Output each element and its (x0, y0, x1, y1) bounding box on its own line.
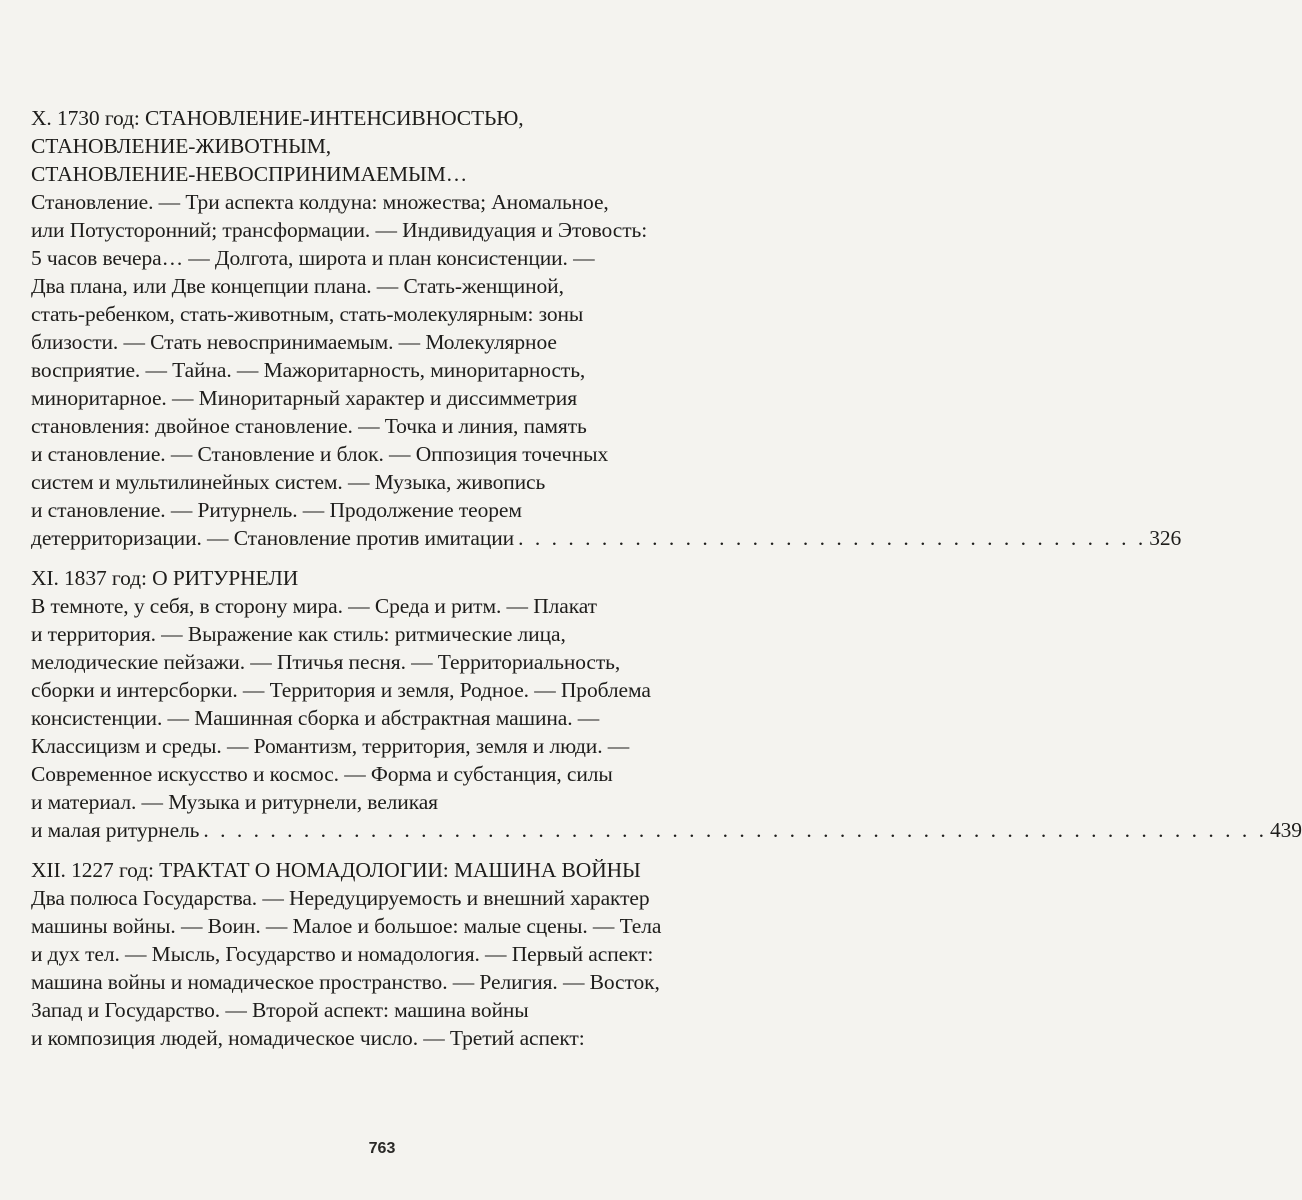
chapter-title: X. 1730 год: СТАНОВЛЕНИЕ-ИНТЕНСИВНОСТЬЮ, (31, 106, 524, 130)
chapter-summary-line: машины войны. — Воин. — Малое и большое: малые сцены. — Тела (31, 914, 662, 938)
toc-entry-x (31, 104, 1182, 552)
chapter-summary-line: Запад и Государство. — Второй аспект: машина войны (31, 998, 529, 1022)
chapter-summary-line: Становление. — Три аспекта колдуна: множества; Аномальное, (31, 190, 609, 214)
chapter-summary-line: Два полюса Государства. — Нередуцируемость и внешний характер (31, 886, 650, 910)
page-reference: 326 (1149, 526, 1182, 550)
chapter-summary-line: Классицизм и среды. — Романтизм, территория, земля и люди. — (31, 734, 630, 758)
chapter-summary-line: и малая ритурнель (31, 818, 200, 842)
page-reference: 439 (1269, 818, 1302, 842)
chapter-summary-line: машина войны и номадическое пространство. — Религия. — Восток, (31, 970, 660, 994)
chapter-title: СТАНОВЛЕНИЕ-ЖИВОТНЫМ, (31, 134, 332, 158)
chapter-title: XII. 1227 год: ТРАКТАТ О НОМАДОЛОГИИ: МАШИНА ВОЙНЫ (31, 858, 641, 882)
chapter-summary-line: детерриторизации. — Становление против имитации (31, 526, 515, 550)
chapter-summary-line: сборки и интерсборки. — Территория и земля, Родное. — Проблема (31, 678, 651, 702)
chapter-summary-line: миноритарное. — Миноритарный характер и диссимметрия (31, 386, 577, 410)
chapter-summary-line: В темноте, у себя, в сторону мира. — Среда и ритм. — Плакат (31, 594, 597, 618)
toc-entry-xi (31, 564, 1302, 844)
table-of-contents (31, 104, 1302, 1052)
chapter-summary-line: или Потусторонний; трансформации. — Индивидуация и Этовость: (31, 218, 648, 242)
chapter-summary-line: Два плана, или Две концепции плана. — Стать-женщиной, (31, 274, 564, 298)
dot-leader: . . . . . . . . . . . . . . . . . . . . . . . . . . . . . . . . . . . . . . (518, 526, 1147, 550)
chapter-summary-line: и композиция людей, номадическое число. — Третий аспект: (31, 1026, 585, 1050)
chapter-summary-line: и территория. — Выражение как стиль: ритмические лица, (31, 622, 566, 646)
chapter-summary-line: систем и мультилинейных систем. — Музыка, живопись (31, 470, 546, 494)
chapter-title: XI. 1837 год: О РИТУРНЕЛИ (31, 566, 299, 590)
chapter-summary-line: Современное искусство и космос. — Форма и субстанция, силы (31, 762, 613, 786)
toc-entry-xii (31, 856, 731, 1052)
chapter-summary-line: мелодические пейзажи. — Птичья песня. — Территориальность, (31, 650, 621, 674)
chapter-summary-last-line (31, 816, 1302, 844)
chapter-summary-line: и дух тел. — Мысль, Государство и номадология. — Первый аспект: (31, 942, 654, 966)
chapter-summary-line: становления: двойное становление. — Точка и линия, память (31, 414, 587, 438)
page-number: 763 (368, 1140, 396, 1157)
chapter-summary-last-line (31, 524, 1182, 552)
chapter-summary-line: и материал. — Музыка и ритурнели, великая (31, 790, 438, 814)
dot-leader: . . . . . . . . . . . . . . . . . . . . . . . . . . . . . . . . . . . . . . . . . . . . . . . . . . . . . . . . . . . . . . . . (203, 818, 1267, 842)
chapter-title: СТАНОВЛЕНИЕ-НЕВОСПРИНИМАЕМЫМ… (31, 162, 468, 186)
chapter-summary-line: и становление. — Становление и блок. — Оппозиция точечных (31, 442, 609, 466)
chapter-summary-line: 5 часов вечера… — Долгота, широта и план консистенции. — (31, 246, 595, 270)
chapter-summary-line: восприятие. — Тайна. — Мажоритарность, миноритарность, (31, 358, 586, 382)
chapter-summary-line: и становление. — Ритурнель. — Продолжение теорем (31, 498, 522, 522)
chapter-summary-line: близости. — Стать невоспринимаемым. — Молекулярное (31, 330, 557, 354)
chapter-summary-line: консистенции. — Машинная сборка и абстрактная машина. — (31, 706, 600, 730)
chapter-summary-line: стать-ребенком, стать-животным, стать-молекулярным: зоны (31, 302, 584, 326)
